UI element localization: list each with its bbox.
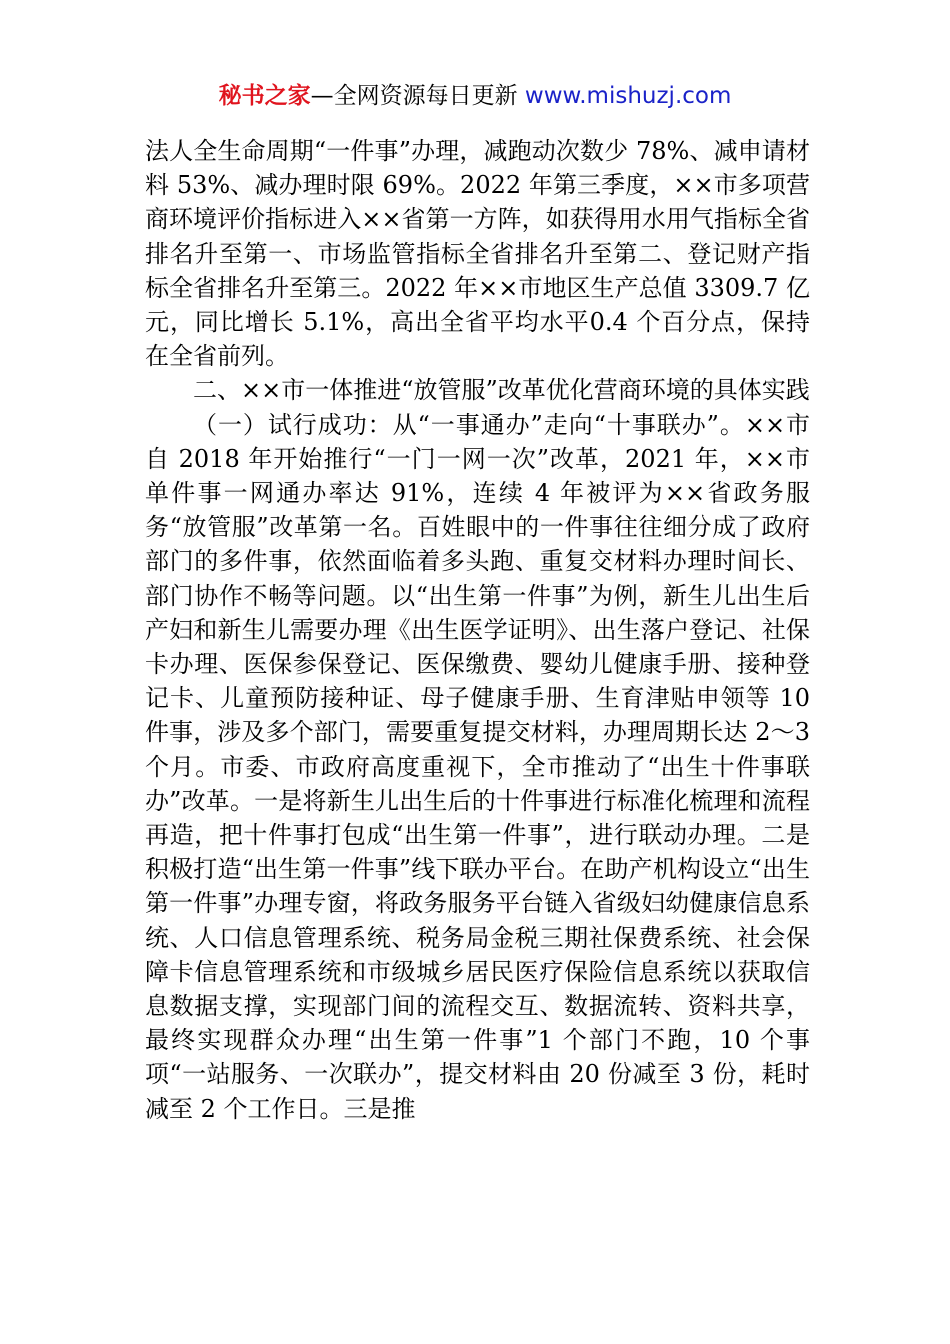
site-url-link[interactable]: www.mishuzj.com <box>524 83 732 109</box>
paragraph-continuation: 法人全生命周期“一件事”办理，减跑动次数少 78%、减申请材料 53%、减办理时限 69%。2022 年第三季度，××市多项营商环境评价指标进入××省第一方阵，如获得用水用气指标全省排名升至第一、市场监管指标全省排名升至第二、登记财产指标全省排名升至第三。2022 年××市地区生产总值 3309.7 亿元，同比增长 5.1%，高出全省平均水平0.4 个百分点，保持在全省前列。 <box>145 137 810 371</box>
document-body <box>145 134 810 1126</box>
site-tagline: —全网资源每日更新 <box>310 83 525 109</box>
paragraph-pilot-success: （一）试行成功：从“一事通办”走向“十事联办”。××市自 2018 年开始推行“一门一网一次”改革，2021 年，××市单件事一网通办率达 91%，连续 4 年被评为××省政务服务“放管服”改革第一名。百姓眼中的一件事往往细分成了政府部门的多件事，依然面临着多头跑、重复交材料办理时间长、部门协作不畅等问题。以“出生第一件事”为例，新生儿出生后产妇和新生儿需要办理《出生医学证明》、出生落户登记、社保卡办理、医保参保登记、医保缴费、婴幼儿健康手册、接种登记卡、儿童预防接种证、母子健康手册、生育津贴申领等 10 件事，涉及多个部门，需要重复提交材料，办理周期长达 2～3 个月。市委、市政府高度重视下，全市推动了“出生十件事联办”改革。一是将新生儿出生后的十件事进行标准化梳理和流程再造，把十件事打包成“出生第一件事”，进行联动办理。二是积极打造“出生第一件事”线下联办平台。在助产机构设立“出生第一件事”办理专窗，将政务服务平台链入省级妇幼健康信息系统、人口信息管理系统、税务局金税三期社保费系统、社会保障卡信息管理系统和市级城乡居民医疗保险信息系统以获取信息数据支撑，实现部门间的流程交互、数据流转、资料共享，最终实现群众办理“出生第一件事”1 个部门不跑，10 个事项“一站服务、一次联办”，提交材料由 20 份减至 3 份，耗时减至 2 个工作日。三是推 <box>145 410 810 1123</box>
section-heading: 二、××市一体推进“放管服”改革优化营商环境的具体实践 <box>193 376 810 405</box>
site-brand: 秘书之家 <box>218 83 311 109</box>
site-header <box>0 80 950 112</box>
